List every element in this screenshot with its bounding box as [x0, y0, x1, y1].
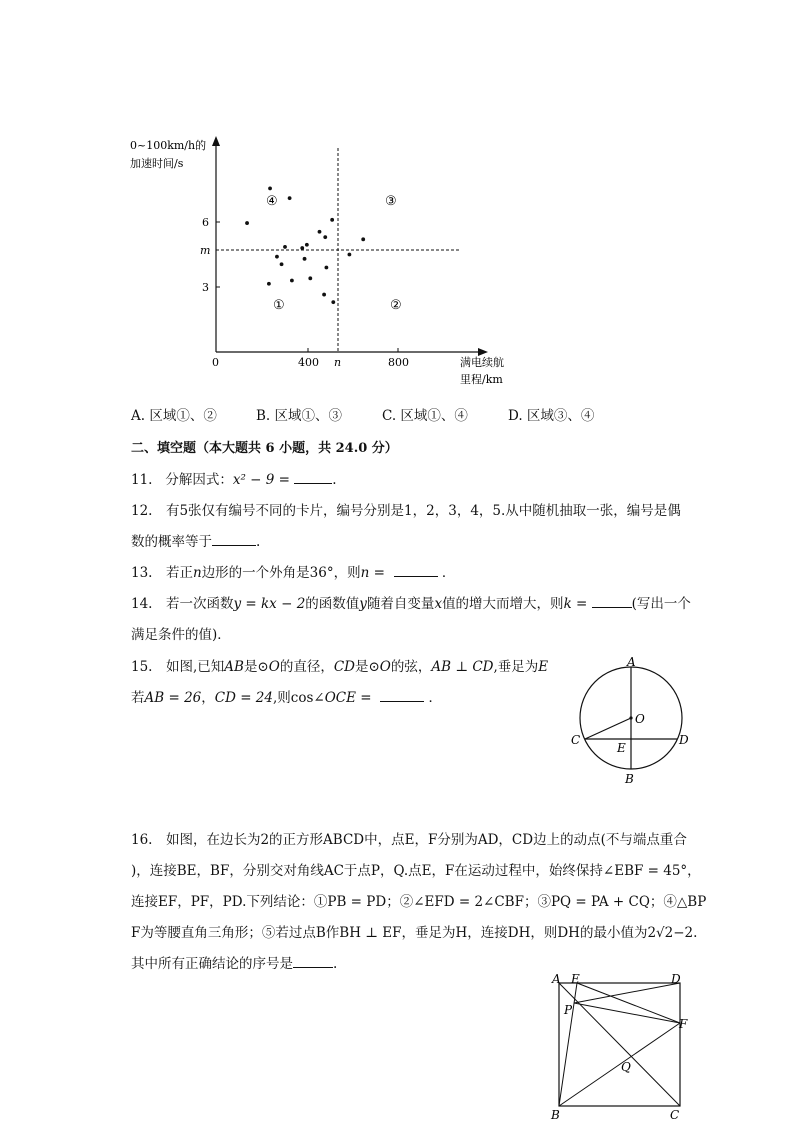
region-2-label: ② — [390, 298, 402, 313]
y-axis-label-1: 0~100km/h的 — [130, 139, 207, 152]
q15-o: O — [268, 659, 280, 675]
q13-text-a: 13. 若正 — [131, 565, 193, 581]
label-e: E — [571, 972, 580, 986]
origin-label: 0 — [212, 356, 219, 369]
question-12-line1: 12. 有5张仅有编号不同的卡片，编号分别是1，2，3，4，5.从中随机抽取一张，编号是偶 — [131, 503, 681, 519]
q15-text-g: 若 — [131, 690, 145, 706]
question-16-line3: 连接EF，PF，PD.下列结论：①PB = PD；②∠EFD = 2∠CBF；③PQ = PA + CQ；④△BP — [131, 894, 707, 910]
label-c: C — [571, 733, 581, 747]
scatter-point-15 — [330, 218, 334, 222]
scatter-point-3 — [288, 196, 292, 200]
scatter-point-5 — [275, 255, 279, 259]
label-b: B — [625, 772, 634, 786]
q16-text: 其中所有正确结论的序号是 — [131, 956, 293, 972]
label-e: E — [617, 741, 626, 755]
q15-answer-blank[interactable] — [380, 689, 424, 702]
q16-answer-blank[interactable] — [293, 955, 333, 968]
label-b: B — [551, 1108, 560, 1122]
option-b[interactable]: B. 区域①、③ — [256, 408, 343, 424]
question-16-line1: 16. 如图，在边长为2的正方形ABCD中，点E，F分别为AD，CD边上的动点(不与端点重合 — [131, 832, 687, 848]
scatter-point-6 — [280, 262, 284, 266]
label-d: D — [679, 733, 689, 747]
y-tick-6: 6 — [202, 216, 209, 229]
scatter-point-7 — [283, 245, 287, 249]
label-o: O — [635, 712, 645, 726]
x-axis-arrow — [478, 348, 488, 356]
q15-text-b: 是⊙ — [243, 659, 269, 675]
q14-k: k — [563, 596, 572, 612]
x-axis-label-1: 满电续航 — [460, 356, 504, 369]
q15-end: ． — [428, 690, 442, 706]
q13-n-2: n — [360, 565, 370, 581]
question-11 — [131, 468, 337, 488]
question-13 — [131, 561, 455, 581]
q12-answer-blank[interactable] — [212, 533, 256, 546]
y-axis-label-2: 加速时间/s — [130, 157, 184, 170]
q14-y: y — [359, 596, 367, 612]
q15-oce: OCE — [324, 690, 356, 706]
label-f: F — [679, 1017, 688, 1031]
question-12-line2 — [131, 530, 260, 550]
scatter-point-11 — [305, 243, 309, 247]
label-q: Q — [621, 1060, 631, 1074]
q11-answer-blank[interactable] — [294, 471, 332, 484]
scatter-point-17 — [325, 266, 329, 270]
q14-answer-blank[interactable] — [592, 595, 632, 608]
scatter-point-12 — [308, 276, 312, 280]
q14-text-a: 14. 若一次函数 — [131, 596, 234, 612]
q14-x: x — [434, 596, 443, 612]
question-15-line2 — [131, 686, 442, 706]
label-d: D — [671, 972, 681, 986]
q11-end: . — [332, 472, 337, 488]
y-axis-arrow — [212, 136, 220, 146]
segment-pf — [574, 1003, 680, 1023]
q14-expr: y = kx − 2 — [233, 596, 306, 612]
option-a[interactable]: A. 区域①、② — [131, 408, 217, 424]
q15-cd: CD — [333, 659, 355, 675]
region-4-label: ④ — [266, 194, 278, 209]
scatter-plot — [120, 130, 520, 395]
scatter-point-18 — [331, 300, 335, 304]
segment-oc — [585, 718, 631, 739]
scatter-point-4 — [267, 282, 271, 286]
q15-o-2: O — [379, 659, 391, 675]
q13-answer-blank[interactable] — [394, 564, 438, 577]
scatter-point-10 — [303, 257, 307, 261]
question-15-line1 — [131, 655, 548, 675]
q14-text-b: 的函数值 — [305, 596, 360, 612]
scatter-points — [245, 187, 365, 305]
question-16-line4: F为等腰直角三角形；⑤若过点B作BH ⊥ EF，垂足为H，连接DH，则DH的最小值为2√2−2. — [131, 925, 698, 941]
option-d[interactable]: D. 区域③、④ — [508, 408, 595, 424]
label-a: A — [627, 655, 636, 669]
question-14-line1 — [131, 592, 691, 612]
scatter-point-9 — [300, 246, 304, 250]
circle-figure — [566, 655, 698, 790]
q12-end: . — [256, 534, 261, 550]
x-tick-400: 400 — [298, 356, 319, 369]
q15-e: E — [538, 659, 549, 675]
scatter-point-1 — [245, 221, 249, 225]
q11-number: 11. — [131, 472, 153, 488]
label-a: A — [552, 972, 561, 986]
question-16-line2: )，连接BE，BF，分别交对角线AC于点P，Q.点E，F在运动过程中，始终保持∠EBF = 45°， — [131, 863, 701, 879]
q13-end: ． — [441, 565, 456, 581]
diagonal-ac — [559, 983, 680, 1106]
scatter-point-13 — [318, 230, 322, 234]
region-1-label: ① — [273, 298, 285, 313]
q11-text: 分解因式： — [165, 472, 233, 488]
q12-text: 数的概率等于 — [131, 534, 212, 550]
scatter-point-2 — [268, 187, 272, 191]
q15-text-h: ,则cos∠ — [272, 690, 325, 706]
q16-end: . — [333, 956, 338, 972]
q15-perp: AB ⊥ CD — [431, 659, 494, 675]
question-16-line5 — [131, 952, 337, 972]
segment-bf — [559, 1023, 680, 1106]
segment-be — [559, 983, 577, 1106]
q14-text-c: 随着自变量 — [366, 596, 435, 612]
q15-cd24: CD = 24 — [214, 690, 273, 706]
y-tick-m: m — [200, 244, 211, 257]
scatter-point-20 — [361, 237, 365, 241]
x-tick-n: n — [334, 356, 342, 369]
option-c[interactable]: C. 区域①、④ — [382, 408, 468, 424]
scatter-point-16 — [322, 293, 326, 297]
q14-text-f: (写出一个 — [631, 596, 691, 612]
q15-sep: ， — [201, 690, 215, 706]
q13-eq: = — [369, 565, 390, 581]
scatter-point-8 — [290, 279, 294, 283]
question-14-line2: 满足条件的值)． — [131, 627, 231, 643]
q13-n: n — [192, 565, 202, 581]
q15-text-e: 的弦， — [390, 659, 432, 675]
segment-pd — [574, 983, 680, 1003]
region-3-label: ③ — [385, 194, 397, 209]
q14-text-d: 值的增大而增大，则 — [442, 596, 564, 612]
section-heading: 二、填空题（本大题共 6 小题，共 24.0 分） — [131, 441, 398, 456]
q13-text-b: 边形的一个外角是36°，则 — [201, 565, 361, 581]
q15-ab26: AB = 26 — [144, 690, 202, 706]
q14-eq: = — [571, 596, 592, 612]
scatter-point-14 — [323, 235, 327, 239]
q15-text-a: 15. 如图,已知 — [131, 659, 225, 675]
q15-text-d: 是⊙ — [354, 659, 380, 675]
q15-ab: AB — [224, 659, 244, 675]
x-axis-label-2: 里程/km — [460, 373, 503, 386]
square-figure — [544, 970, 704, 1123]
q11-expr: x² − 9 = — [232, 472, 295, 488]
q15-eq: = — [355, 690, 376, 706]
center-point — [629, 716, 632, 719]
label-c: C — [670, 1108, 680, 1122]
q15-text-c: 的直径， — [279, 659, 334, 675]
x-tick-800: 800 — [388, 356, 409, 369]
label-p: P — [564, 1003, 573, 1017]
q15-text-f: ,垂足为 — [493, 659, 539, 675]
scatter-point-19 — [348, 253, 352, 257]
y-tick-3: 3 — [202, 281, 209, 294]
